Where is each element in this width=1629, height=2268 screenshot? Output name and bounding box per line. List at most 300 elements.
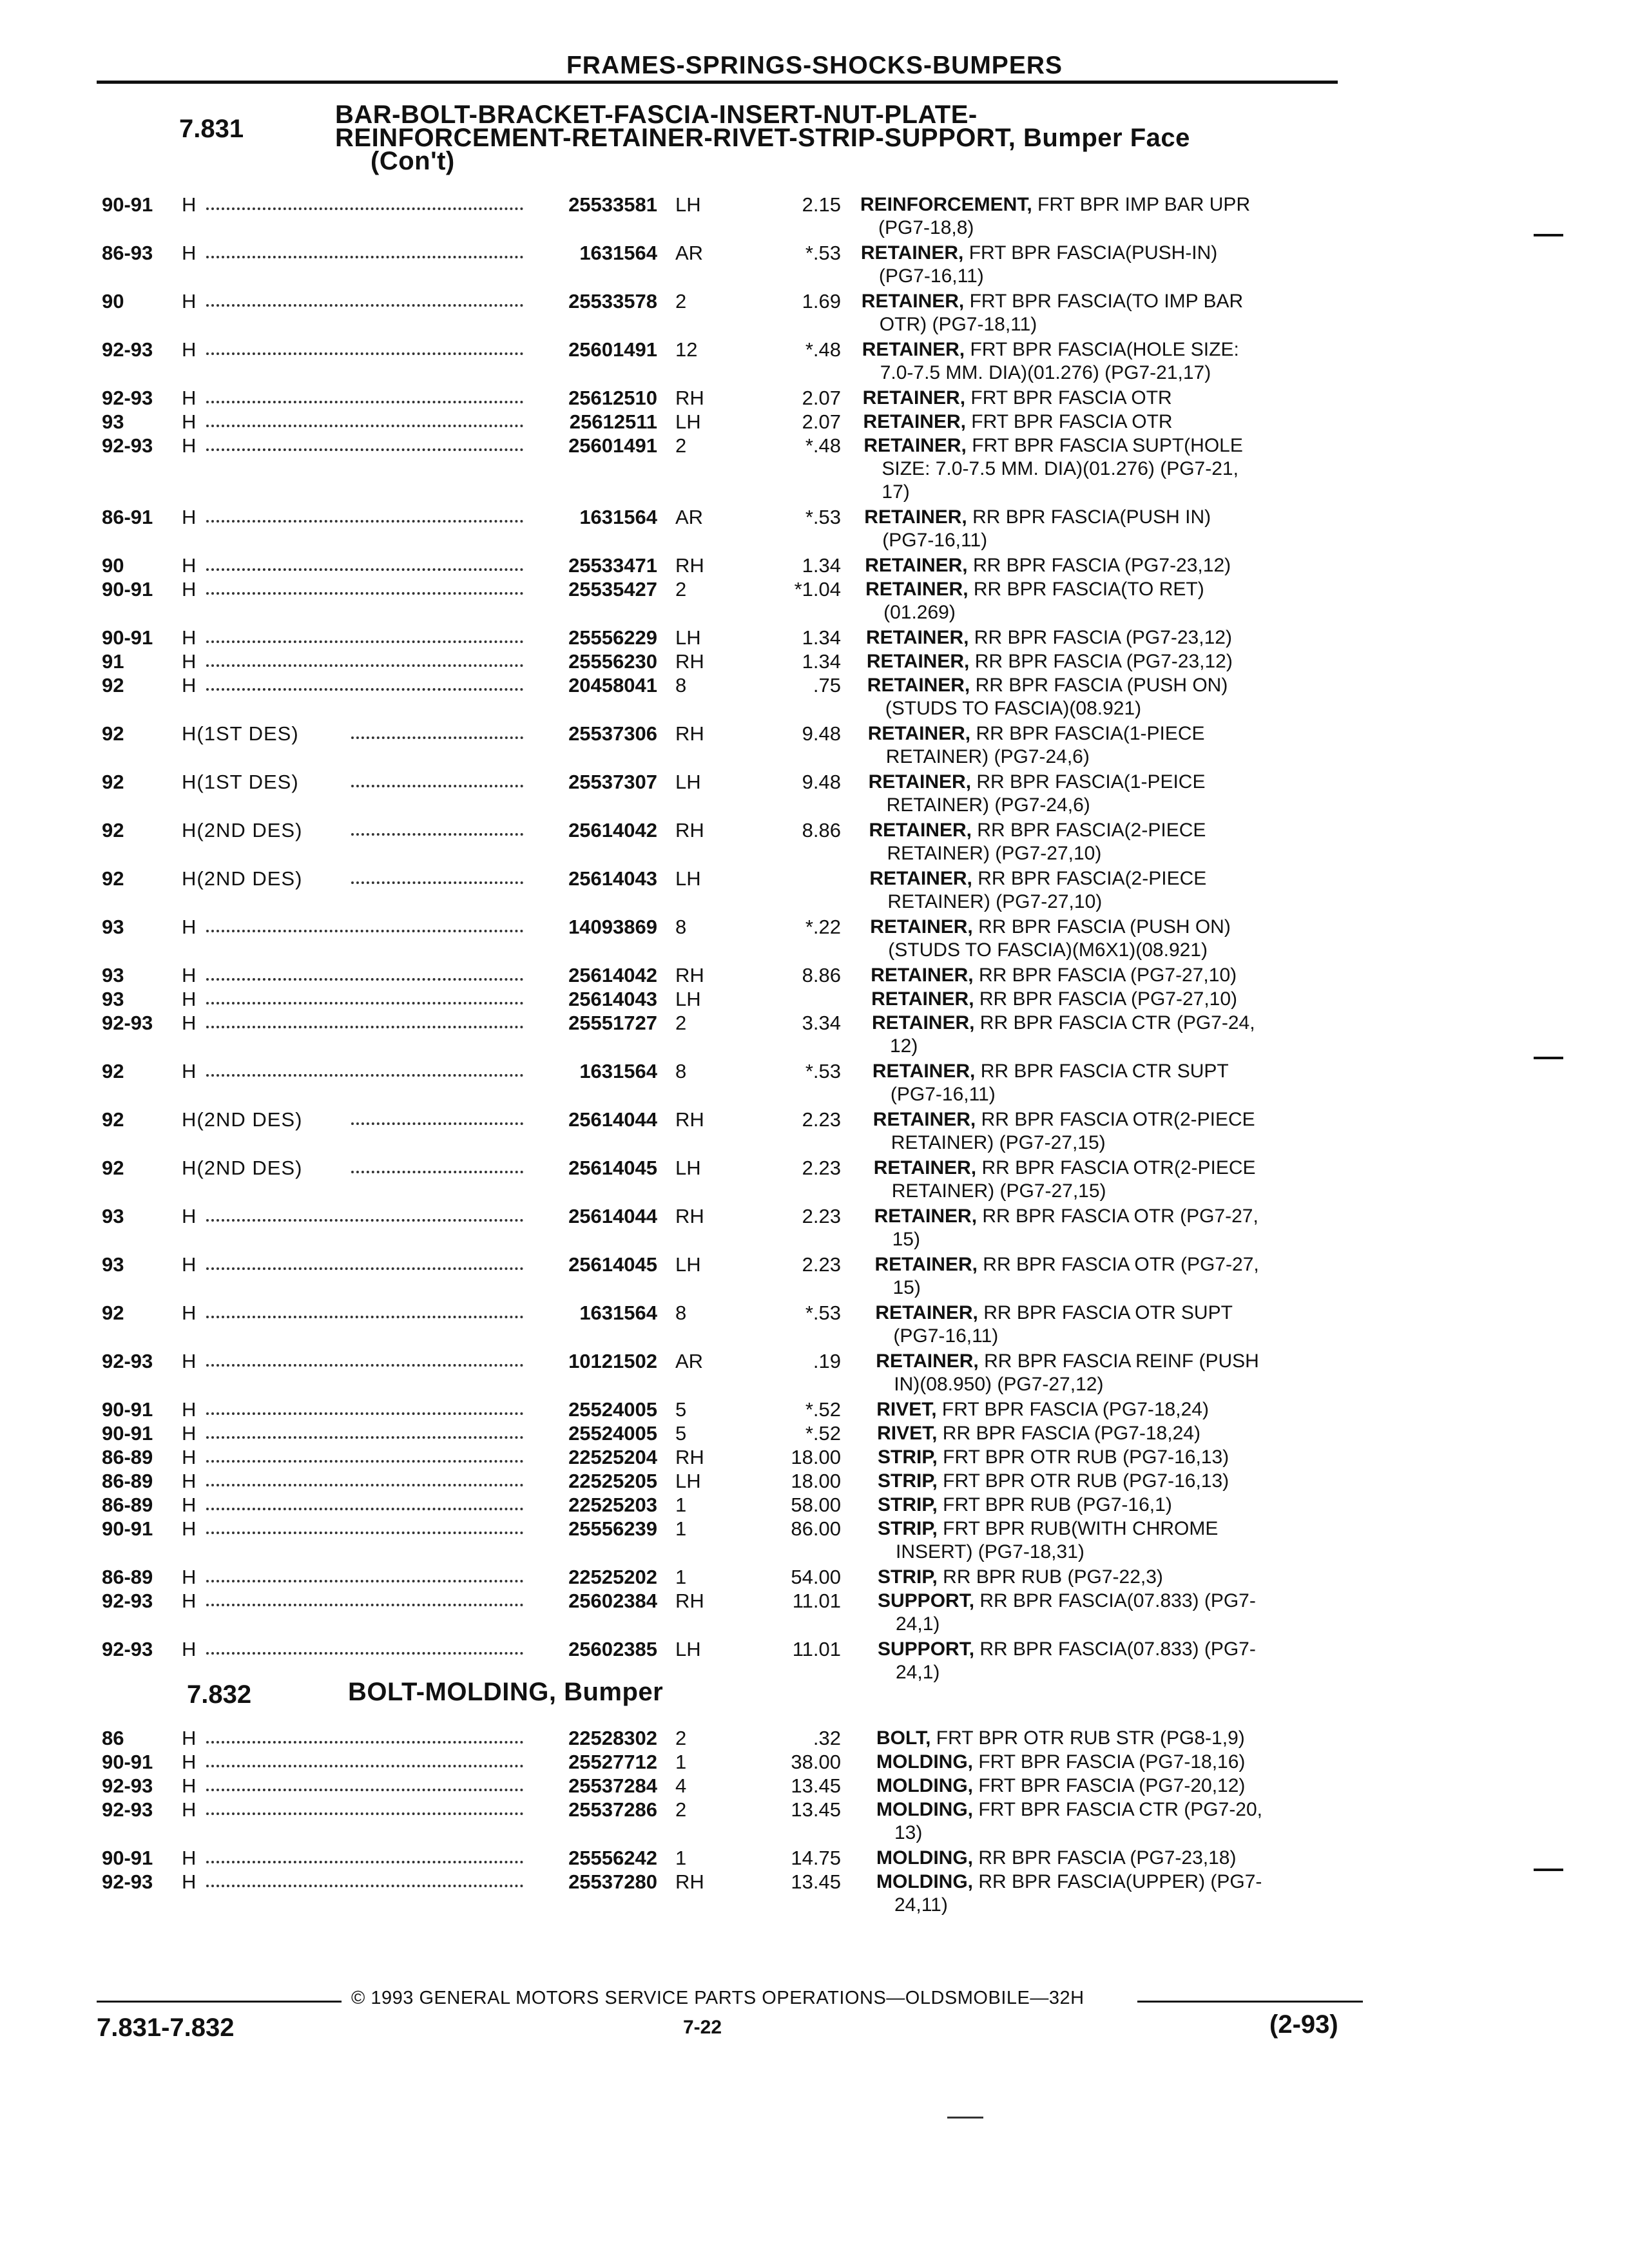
description-continued: RETAINER) (PG7-27,10) bbox=[887, 843, 1102, 864]
leader-dots bbox=[206, 442, 523, 451]
price: .32 bbox=[813, 1727, 841, 1749]
description-text: FRT BPR OTR RUB STR (PG8-1,9) bbox=[936, 1727, 1245, 1749]
leader-dots bbox=[206, 658, 523, 667]
description-continued: RETAINER) (PG7-27,15) bbox=[891, 1180, 1106, 1202]
part-entry-row bbox=[0, 1060, 1629, 1108]
model-year: 92 bbox=[102, 674, 124, 697]
body-code: H bbox=[182, 1398, 197, 1421]
body-code: H bbox=[182, 1751, 197, 1773]
body-code: H bbox=[182, 1253, 197, 1276]
part-description bbox=[863, 410, 1366, 434]
model-year: 92 bbox=[102, 1060, 124, 1082]
leader-dots bbox=[206, 1854, 523, 1863]
part-description bbox=[875, 1253, 1378, 1300]
price: 11.01 bbox=[792, 1638, 841, 1660]
model-year: 93 bbox=[102, 1253, 124, 1276]
description-continued: RETAINER) (PG7-24,6) bbox=[886, 794, 1090, 816]
body-code: H bbox=[182, 1302, 197, 1324]
model-year: 92-93 bbox=[102, 1012, 153, 1034]
quantity: 4 bbox=[675, 1774, 687, 1797]
part-entry-row bbox=[0, 1590, 1629, 1637]
part-description bbox=[871, 988, 1374, 1011]
quantity: 8 bbox=[675, 916, 687, 938]
part-number: 14093869 bbox=[568, 916, 657, 938]
footer-divider bbox=[1137, 2001, 1363, 2003]
description-heading: RETAINER, bbox=[864, 506, 967, 528]
description-heading: MOLDING, bbox=[876, 1799, 973, 1820]
price: 13.45 bbox=[791, 1774, 841, 1797]
price: *.53 bbox=[805, 1302, 841, 1324]
part-number: 25533471 bbox=[568, 554, 657, 577]
quantity: 1 bbox=[675, 1494, 687, 1516]
body-code: H bbox=[182, 1727, 197, 1749]
body-code: H bbox=[182, 1012, 197, 1034]
part-description bbox=[869, 819, 1372, 865]
footer-page-number: 7-22 bbox=[683, 2017, 722, 2038]
body-code: H bbox=[182, 650, 197, 673]
margin-mark bbox=[947, 2117, 983, 2119]
body-code: H bbox=[182, 338, 197, 361]
description-text: FRT BPR FASCIA (PG7-18,16) bbox=[978, 1751, 1246, 1773]
model-year: 90-91 bbox=[102, 1847, 153, 1869]
quantity: 12 bbox=[675, 338, 698, 361]
description-text: FRT BPR FASCIA(TO IMP BAR bbox=[969, 291, 1244, 312]
description-heading: RETAINER, bbox=[862, 387, 966, 408]
part-description bbox=[878, 1566, 1380, 1589]
model-year: 90-91 bbox=[102, 626, 153, 649]
model-year: 92 bbox=[102, 867, 124, 890]
part-entry-row bbox=[0, 290, 1629, 338]
leader-dots bbox=[206, 1406, 523, 1415]
part-number: 25556239 bbox=[568, 1517, 657, 1540]
part-entry-row bbox=[0, 1157, 1629, 1204]
part-number: 20458041 bbox=[568, 674, 657, 697]
part-description bbox=[863, 387, 1365, 410]
leader-dots bbox=[351, 827, 523, 836]
price: *.53 bbox=[805, 506, 841, 528]
description-text: RR BPR FASCIA (PG7-23,12) bbox=[974, 651, 1233, 672]
model-year: 86-89 bbox=[102, 1446, 153, 1468]
part-entry-row bbox=[0, 1870, 1629, 1918]
description-text: RR BPR FASCIA OTR(2-PIECE bbox=[981, 1157, 1256, 1178]
quantity: RH bbox=[675, 1205, 704, 1227]
part-number: 25537307 bbox=[568, 771, 657, 793]
part-number: 25535427 bbox=[568, 578, 657, 601]
part-entry-row bbox=[0, 1012, 1629, 1059]
quantity: LH bbox=[675, 626, 701, 649]
part-description bbox=[869, 771, 1371, 817]
part-description bbox=[878, 1446, 1380, 1469]
description-heading: RETAINER, bbox=[872, 1061, 976, 1082]
price: 13.45 bbox=[791, 1870, 841, 1893]
description-continued: INSERT) (PG7-18,31) bbox=[896, 1541, 1084, 1562]
margin-mark bbox=[1534, 1869, 1563, 1871]
price: 1.34 bbox=[802, 554, 841, 577]
quantity: 8 bbox=[675, 1060, 687, 1082]
part-description bbox=[866, 626, 1369, 649]
body-code: H bbox=[182, 242, 197, 264]
quantity: RH bbox=[675, 722, 704, 745]
description-text: FRT BPR FASCIA(HOLE SIZE: bbox=[970, 339, 1239, 360]
model-year: 90-91 bbox=[102, 1398, 153, 1421]
description-heading: STRIP, bbox=[878, 1518, 938, 1539]
part-number: 22528302 bbox=[568, 1727, 657, 1749]
description-text: FRT BPR IMP BAR UPR bbox=[1037, 194, 1251, 215]
description-heading: RIVET, bbox=[876, 1399, 937, 1420]
part-description bbox=[876, 1870, 1379, 1917]
part-number: 25614042 bbox=[568, 964, 657, 986]
model-year: 90 bbox=[102, 290, 124, 312]
part-description bbox=[871, 964, 1373, 987]
model-year: 92-93 bbox=[102, 1798, 153, 1821]
quantity: 5 bbox=[675, 1422, 687, 1445]
description-text: RR BPR FASCIA OTR SUPT bbox=[983, 1302, 1233, 1323]
quantity: 5 bbox=[675, 1398, 687, 1421]
model-year: 86-89 bbox=[102, 1494, 153, 1516]
body-code: H bbox=[182, 1590, 197, 1612]
quantity: RH bbox=[675, 1108, 704, 1131]
description-heading: RETAINER, bbox=[866, 651, 970, 672]
quantity: RH bbox=[675, 1446, 704, 1468]
description-heading: RETAINER, bbox=[869, 820, 972, 841]
part-description bbox=[862, 338, 1365, 385]
section-title-line1: BAR-BOLT-BRACKET-FASCIA-INSERT-NUT-PLATE- bbox=[335, 101, 978, 129]
part-number: 22525204 bbox=[568, 1446, 657, 1468]
part-entry-row bbox=[0, 1108, 1629, 1156]
leader-dots bbox=[206, 298, 523, 307]
page-header-title: FRAMES-SPRINGS-SHOCKS-BUMPERS bbox=[566, 52, 1063, 79]
model-year: 93 bbox=[102, 1205, 124, 1227]
part-number: 25602384 bbox=[568, 1590, 657, 1612]
part-number: 1631564 bbox=[579, 1302, 657, 1324]
price: 8.86 bbox=[802, 964, 841, 986]
description-text: FRT BPR RUB (PG7-16,1) bbox=[943, 1494, 1172, 1515]
part-number: 25556229 bbox=[568, 626, 657, 649]
description-text: RR BPR FASCIA (PG7-23,12) bbox=[972, 555, 1231, 576]
model-year: 93 bbox=[102, 988, 124, 1010]
description-text: RR BPR FASCIA (PUSH ON) bbox=[978, 916, 1231, 937]
part-number: 25524005 bbox=[568, 1422, 657, 1445]
margin-mark bbox=[1534, 234, 1563, 236]
description-text: RR BPR FASCIA(1-PEICE bbox=[976, 771, 1206, 793]
price: .75 bbox=[813, 674, 841, 697]
description-heading: MOLDING, bbox=[876, 1751, 973, 1773]
body-code: H bbox=[182, 1847, 197, 1869]
body-code: H bbox=[182, 1774, 197, 1797]
description-continued: IN)(08.950) (PG7-27,12) bbox=[894, 1374, 1104, 1395]
part-number: 1631564 bbox=[579, 242, 657, 264]
leader-dots bbox=[206, 1597, 523, 1606]
part-description bbox=[867, 674, 1370, 720]
leader-dots bbox=[206, 1454, 523, 1463]
part-number: 22525205 bbox=[568, 1470, 657, 1492]
part-description bbox=[876, 1798, 1379, 1845]
quantity: LH bbox=[675, 867, 701, 890]
part-description bbox=[876, 1350, 1378, 1396]
leader-dots bbox=[206, 1261, 523, 1270]
description-continued: 7.0-7.5 MM. DIA)(01.276) (PG7-21,17) bbox=[880, 362, 1211, 383]
leader-dots bbox=[206, 1213, 523, 1222]
description-heading: RETAINER, bbox=[872, 1109, 976, 1130]
description-text: RR BPR FASCIA(TO RET) bbox=[973, 579, 1204, 600]
leader-dots bbox=[206, 249, 523, 258]
leader-dots bbox=[206, 1501, 523, 1510]
description-continued: (PG7-16,11) bbox=[878, 265, 984, 287]
description-text: RR BPR FASCIA (PG7-23,18) bbox=[978, 1847, 1237, 1869]
description-heading: STRIP, bbox=[878, 1494, 938, 1515]
description-continued: (STUDS TO FASCIA)(08.921) bbox=[885, 698, 1142, 719]
price: 2.23 bbox=[802, 1253, 841, 1276]
leader-dots bbox=[206, 346, 523, 355]
body-code: H bbox=[182, 1060, 197, 1082]
price: *.53 bbox=[805, 242, 841, 264]
description-heading: STRIP, bbox=[878, 1566, 938, 1588]
section-title-line1: BOLT-MOLDING, Bumper bbox=[348, 1678, 664, 1706]
description-heading: SUPPORT, bbox=[878, 1639, 975, 1660]
description-heading: RETAINER, bbox=[875, 1302, 978, 1323]
part-entry-row bbox=[0, 867, 1629, 915]
leader-dots bbox=[206, 1358, 523, 1367]
body-code: H bbox=[182, 1517, 197, 1540]
part-number: 25556230 bbox=[568, 650, 657, 673]
description-heading: STRIP, bbox=[878, 1446, 938, 1468]
model-year: 92-93 bbox=[102, 1590, 153, 1612]
body-code: H(1ST DES) bbox=[182, 722, 299, 745]
description-heading: RETAINER, bbox=[869, 868, 972, 889]
description-text: RR BPR FASCIA (PG7-27,10) bbox=[979, 988, 1238, 1010]
leader-dots bbox=[206, 1309, 523, 1318]
model-year: 90-91 bbox=[102, 1751, 153, 1773]
footer-copyright: © 1993 GENERAL MOTORS SERVICE PARTS OPERATIONS—OLDSMOBILE—32H bbox=[351, 1988, 1084, 2008]
body-code: H bbox=[182, 193, 197, 216]
description-text: FRT BPR OTR RUB (PG7-16,13) bbox=[943, 1470, 1229, 1492]
description-heading: RETAINER, bbox=[863, 411, 966, 432]
quantity: LH bbox=[675, 1470, 701, 1492]
quantity: 2 bbox=[675, 1798, 687, 1821]
price: *.48 bbox=[805, 338, 841, 361]
price: *.48 bbox=[805, 434, 841, 457]
quantity: 1 bbox=[675, 1517, 687, 1540]
model-year: 93 bbox=[102, 916, 124, 938]
model-year: 93 bbox=[102, 410, 124, 433]
description-heading: RETAINER, bbox=[872, 1012, 975, 1033]
description-heading: RETAINER, bbox=[868, 771, 972, 793]
price: 2.07 bbox=[802, 410, 841, 433]
description-text: RR BPR RUB (PG7-22,3) bbox=[943, 1566, 1163, 1588]
description-heading: STRIP, bbox=[878, 1470, 938, 1492]
price: 18.00 bbox=[791, 1470, 841, 1492]
part-description bbox=[862, 290, 1364, 336]
model-year: 90-91 bbox=[102, 1517, 153, 1540]
price: 54.00 bbox=[791, 1566, 841, 1588]
description-heading: RETAINER, bbox=[862, 339, 965, 360]
quantity: LH bbox=[675, 193, 701, 216]
price: 2.23 bbox=[802, 1157, 841, 1179]
description-heading: RETAINER, bbox=[860, 242, 964, 264]
model-year: 90-91 bbox=[102, 578, 153, 601]
leader-dots bbox=[206, 1430, 523, 1439]
footer-date: (2-93) bbox=[1269, 2010, 1338, 2039]
body-code: H bbox=[182, 554, 197, 577]
quantity: 8 bbox=[675, 674, 687, 697]
description-text: RR BPR FASCIA (PG7-23,12) bbox=[974, 627, 1232, 648]
price: 9.48 bbox=[802, 771, 841, 793]
description-heading: RETAINER, bbox=[867, 675, 970, 696]
quantity: LH bbox=[675, 1253, 701, 1276]
model-year: 92 bbox=[102, 1157, 124, 1179]
part-description bbox=[860, 193, 1363, 240]
footer-section-range: 7.831-7.832 bbox=[97, 2013, 235, 2042]
part-description bbox=[865, 578, 1368, 624]
price: 38.00 bbox=[791, 1751, 841, 1773]
description-continued: 24,11) bbox=[894, 1894, 948, 1916]
part-description bbox=[875, 1302, 1378, 1348]
description-continued: (01.269) bbox=[883, 602, 956, 623]
description-text: FRT BPR OTR RUB (PG7-16,13) bbox=[943, 1446, 1229, 1468]
part-description bbox=[876, 1774, 1379, 1798]
leader-dots bbox=[206, 995, 523, 1004]
part-number: 25614042 bbox=[568, 819, 657, 841]
body-code: H bbox=[182, 1470, 197, 1492]
description-text: RR BPR FASCIA(UPPER) (PG7- bbox=[978, 1871, 1262, 1892]
price: 3.34 bbox=[802, 1012, 841, 1034]
price: 2.23 bbox=[802, 1108, 841, 1131]
description-text: FRT BPR FASCIA (PG7-20,12) bbox=[978, 1775, 1246, 1796]
description-heading: RIVET, bbox=[877, 1423, 938, 1444]
part-number: 22525202 bbox=[568, 1566, 657, 1588]
quantity: 1 bbox=[675, 1751, 687, 1773]
model-year: 92 bbox=[102, 1302, 124, 1324]
quantity: AR bbox=[675, 506, 704, 528]
body-code: H(1ST DES) bbox=[182, 771, 299, 793]
price: *.52 bbox=[805, 1398, 841, 1421]
body-code: H bbox=[182, 410, 197, 433]
description-text: RR BPR FASCIA OTR (PG7-27, bbox=[983, 1254, 1259, 1275]
description-text: FRT BPR FASCIA OTR bbox=[970, 387, 1172, 408]
description-continued: 13) bbox=[894, 1822, 923, 1843]
body-code: H(2ND DES) bbox=[182, 867, 303, 890]
part-entry-row bbox=[0, 1350, 1629, 1398]
part-entry-row bbox=[0, 1638, 1629, 1686]
description-continued: (PG7-16,11) bbox=[890, 1084, 996, 1105]
body-code: H bbox=[182, 1638, 197, 1660]
description-text: RR BPR FASCIA REINF (PUSH bbox=[984, 1350, 1259, 1372]
description-text: RR BPR FASCIA OTR (PG7-27, bbox=[982, 1206, 1258, 1227]
part-number: 25614045 bbox=[568, 1253, 657, 1276]
quantity: 2 bbox=[675, 434, 687, 457]
description-heading: RETAINER, bbox=[863, 435, 967, 456]
section-title-line2: REINFORCEMENT-RETAINER-RIVET-STRIP-SUPPORT, Bumper Face bbox=[335, 124, 1190, 152]
leader-dots bbox=[351, 875, 523, 884]
description-heading: RETAINER, bbox=[873, 1157, 977, 1178]
part-number: 25537306 bbox=[568, 722, 657, 745]
description-text: RR BPR FASCIA OTR(2-PIECE bbox=[981, 1109, 1255, 1130]
description-text: RR BPR FASCIA(07.833) (PG7- bbox=[979, 1639, 1256, 1660]
leader-dots bbox=[206, 1646, 523, 1655]
description-heading: RETAINER, bbox=[870, 916, 973, 937]
quantity: RH bbox=[675, 819, 704, 841]
part-description bbox=[874, 1157, 1376, 1203]
quantity: 8 bbox=[675, 1302, 687, 1324]
part-description bbox=[872, 1012, 1374, 1058]
description-continued: (PG7-16,11) bbox=[882, 530, 988, 551]
description-text: RR BPR FASCIA (PG7-27,10) bbox=[978, 965, 1237, 986]
body-code: H(2ND DES) bbox=[182, 819, 303, 841]
quantity: 2 bbox=[675, 1727, 687, 1749]
body-code: H(2ND DES) bbox=[182, 1157, 303, 1179]
quantity: 2 bbox=[675, 290, 687, 312]
price: 2.07 bbox=[802, 387, 841, 409]
part-description bbox=[876, 1398, 1379, 1421]
model-year: 92 bbox=[102, 819, 124, 841]
part-number: 25551727 bbox=[568, 1012, 657, 1034]
description-text: FRT BPR FASCIA OTR bbox=[971, 411, 1173, 432]
body-code: H bbox=[182, 1566, 197, 1588]
leader-dots bbox=[206, 514, 523, 523]
part-entry-row bbox=[0, 338, 1629, 386]
part-entry-row bbox=[0, 1205, 1629, 1253]
leader-dots bbox=[206, 418, 523, 427]
quantity: AR bbox=[675, 1350, 704, 1372]
quantity: LH bbox=[675, 1157, 701, 1179]
footer-divider bbox=[97, 2001, 342, 2003]
description-heading: REINFORCEMENT, bbox=[860, 194, 1032, 215]
price: 86.00 bbox=[791, 1517, 841, 1540]
leader-dots bbox=[206, 586, 523, 595]
part-number: 25533578 bbox=[568, 290, 657, 312]
part-description bbox=[878, 1494, 1380, 1517]
part-description bbox=[867, 650, 1369, 673]
description-text: FRT BPR RUB(WITH CHROME bbox=[943, 1518, 1219, 1539]
part-entry-row bbox=[0, 434, 1629, 503]
description-text: RR BPR FASCIA CTR SUPT bbox=[980, 1061, 1229, 1082]
description-heading: MOLDING, bbox=[876, 1775, 973, 1796]
part-number: 22525203 bbox=[568, 1494, 657, 1516]
model-year: 90 bbox=[102, 554, 124, 577]
description-heading: RETAINER, bbox=[876, 1350, 979, 1372]
model-year: 92-93 bbox=[102, 434, 153, 457]
part-number: 1631564 bbox=[579, 1060, 657, 1082]
description-heading: RETAINER, bbox=[861, 291, 965, 312]
model-year: 92-93 bbox=[102, 1870, 153, 1893]
leader-dots bbox=[206, 972, 523, 981]
part-entry-row bbox=[0, 242, 1629, 289]
description-heading: RETAINER, bbox=[865, 555, 968, 576]
leader-dots bbox=[351, 730, 523, 739]
part-description bbox=[872, 1060, 1375, 1106]
part-entry-row bbox=[0, 771, 1629, 818]
model-year: 86-93 bbox=[102, 242, 153, 264]
part-number: 25537280 bbox=[568, 1870, 657, 1893]
model-year: 92 bbox=[102, 1108, 124, 1131]
quantity: RH bbox=[675, 964, 704, 986]
part-number: 25614043 bbox=[568, 988, 657, 1010]
leader-dots bbox=[206, 1525, 523, 1534]
quantity: AR bbox=[675, 242, 704, 264]
price: 2.15 bbox=[802, 193, 841, 216]
model-year: 92-93 bbox=[102, 1774, 153, 1797]
body-code: H(2ND DES) bbox=[182, 1108, 303, 1131]
part-description bbox=[863, 434, 1366, 504]
part-entry-row bbox=[0, 578, 1629, 626]
part-entry-row bbox=[0, 506, 1629, 553]
quantity: RH bbox=[675, 554, 704, 577]
quantity: LH bbox=[675, 410, 701, 433]
part-description bbox=[869, 867, 1372, 914]
section-number: 7.832 bbox=[187, 1680, 252, 1709]
part-number: 25533581 bbox=[568, 193, 657, 216]
part-number: 10121502 bbox=[568, 1350, 657, 1372]
